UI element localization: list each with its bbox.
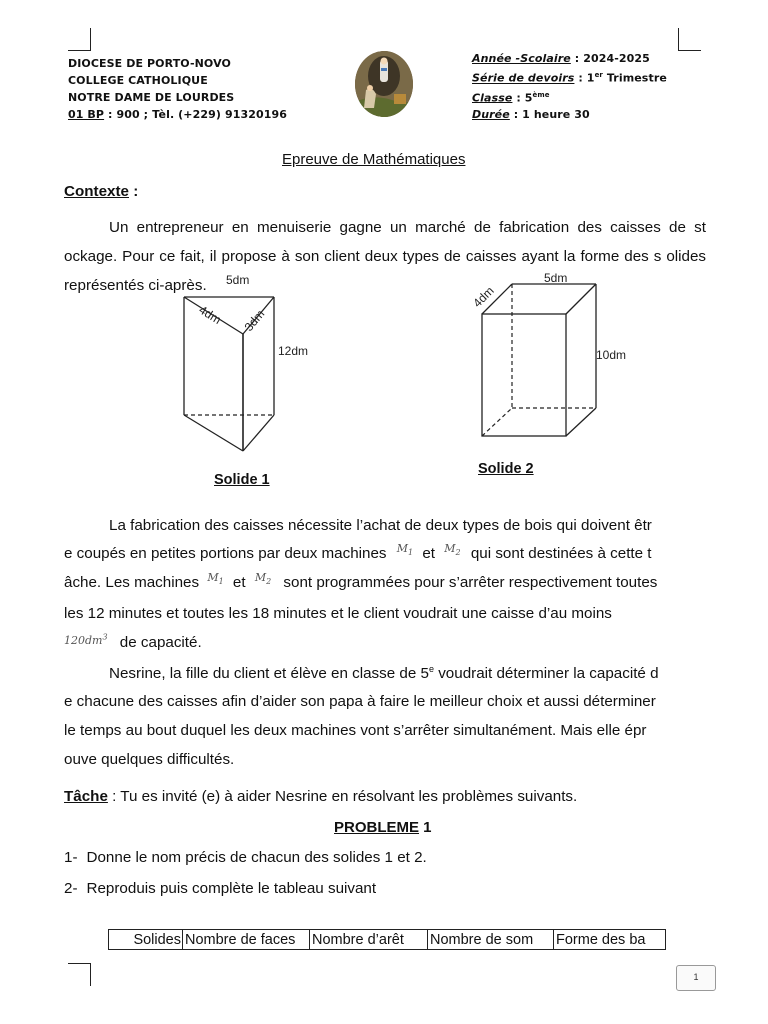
table-header-cell: Forme des ba [554,930,666,950]
para2-et-2: et [232,574,246,591]
probleme-heading [334,819,432,836]
contexte-heading [64,183,138,200]
para3-line1 [109,664,706,682]
para2-line3-end: sont programmées pour s’arrêter respectivement toutes [283,574,658,591]
question-1-text: Donne le nom précis de chacun des solides 1 et 2. [86,849,427,866]
solide2-title: Solide 2 [478,461,534,477]
machine-m2-inline [254,571,272,587]
classe-label: Classe [472,91,513,105]
para2-line3-start: âche. Les machines [64,574,200,591]
machine-m2-inline-sub: 2 [266,577,272,587]
para3-line1-end: voudrait déterminer la capacité d [433,665,659,683]
para3-line3: le temps au bout duquel les deux machines vont s’arrêter simultanément. Mais elle épr [64,722,647,739]
para2-line3 [64,571,706,592]
duree-value: : 1 heure 30 [509,108,590,122]
serie-row [472,67,667,87]
bp-value: : 900 ; Tèl. (+229) 91320196 [104,108,287,121]
contexte-colon: : [128,183,139,200]
tache-label: Tâche [64,788,108,805]
para3-line2: e chacune des caisses afin d’aider son papa à faire le meilleur choix et aussi déterminer [64,693,656,710]
para2-et: et [422,545,436,562]
classe-value: : 5 [512,91,533,105]
para2-line4: les 12 minutes et toutes les 18 minutes et le client voudrait une caisse d’au moins [64,605,612,622]
solide1-dim-left: 4dm [196,302,224,327]
machine-m1 [396,542,414,558]
school-header [68,55,287,123]
probleme-number: 1 [419,819,432,836]
tache-text: : Tu es invité (e) à aider Nesrine en résolvant les problèmes suivants. [107,788,578,805]
para3-line4: ouve quelques difficultés. [64,751,235,768]
para2-line5 [64,634,706,651]
machine-m2-letter: M [444,542,456,555]
annee-row [472,50,667,67]
tache-line [64,788,706,805]
classe-sup: ème [532,90,550,99]
solide2-dim-depth: 4dm [470,283,497,311]
para3-line1-sup: e [428,664,434,674]
serie-sup: er [594,71,603,79]
diocese-line: DIOCESE DE PORTO-NOVO [68,57,231,70]
para2-line1: La fabrication des caisses nécessite l’achat de deux types de bois qui doivent êtr [109,517,652,534]
contact-line [68,106,287,123]
our-lady-of-lourdes-logo [354,50,414,118]
solids-table [108,929,666,950]
machine-m2 [444,542,461,558]
table-header-cell: Nombre de som [428,930,554,950]
classe-row [472,87,667,107]
annee-label: Année -Scolaire [472,52,571,65]
serie-label: Série de devoirs [472,71,575,85]
machine-m1-inline-sub: 1 [218,577,224,587]
solide1-dim-height: 12dm [278,344,309,358]
solide1-title: Solide 1 [214,472,270,488]
capacity-value [64,634,108,647]
table-header-row [109,930,666,950]
question-2-number: 2- [64,880,78,897]
para3-line1-start: Nesrine, la fille du client et élève en classe de 5 [109,665,429,683]
school-name-line: NOTRE DAME DE LOURDES [68,91,235,104]
machine-m1-inline [207,571,224,587]
contexte-label: Contexte [64,183,129,200]
duree-label: Durée [472,108,510,122]
corner-mark-top-left [68,28,91,51]
table-header-cell: Nombre d’arêt [310,930,428,950]
duree-row [472,106,667,123]
question-2 [64,880,706,897]
bp-label: 01 BP [68,108,105,121]
machine-m2-inline-letter: M [254,571,267,584]
capacity-number: 120dm [64,634,103,647]
serie-rest: Trimestre [602,71,667,85]
solide1-dim-right: 3dm [241,307,268,334]
corner-mark-bottom-left [68,963,91,986]
machine-m1-inline-letter: M [207,571,219,584]
question-1 [64,849,706,866]
machine-m1-sub: 1 [408,548,414,558]
para2-line2 [64,542,706,563]
table-header-cell: Nombre de faces [183,930,310,950]
table-header-cell: Solides [109,930,183,950]
solide2-dim-height: 10dm [596,348,627,362]
capacity-exponent: 3 [102,632,108,642]
serie-value: : 1 [574,71,595,85]
exam-info [472,50,667,123]
para2-line2-start: e coupés en petites portions par deux machines [64,545,387,562]
machine-m1-letter: M [396,542,409,555]
corner-mark-top-right [678,28,701,51]
college-line: COLLEGE CATHOLIQUE [68,74,208,87]
context-paragraph: Un entrepreneur en menuiserie gagne un marché de fabrication des caisses de st ockage. Pour ce fait, il propose à son client deux types de caisses ayant la forme des s olides représentés ci-après. [64,219,706,294]
para2-line2-end: qui sont destinées à cette t [470,545,652,562]
page-title: Epreuve de Mathématiques [282,151,466,168]
para2-line5-text: de capacité. [119,634,202,651]
solide1-figure [170,270,330,465]
probleme-label: PROBLEME [334,819,420,836]
solide2-dim-top: 5dm [544,271,568,285]
question-1-number: 1- [64,849,78,866]
machine-m2-sub: 2 [455,548,461,558]
solide1-dim-top: 5dm [226,273,250,287]
question-2-text: Reproduis puis complète le tableau suivant [86,880,377,897]
solide2-figure [462,268,652,448]
page-number-badge: 1 [676,965,716,991]
annee-value: : 2024-2025 [570,52,650,65]
